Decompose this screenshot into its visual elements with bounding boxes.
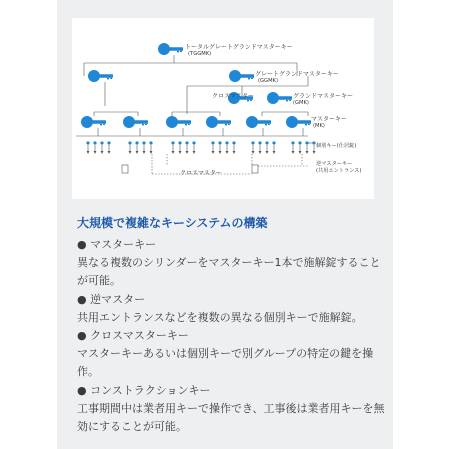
desc-construction-key: 工事期間中は業者用キーで操作でき、工事後は業者用キーを無効にすることが可能。 (77, 401, 385, 434)
individual-key-dot (178, 141, 181, 144)
tggmk-key-icon (158, 43, 183, 55)
gmk-code: (GMK) (293, 100, 309, 106)
individual-key-dot (232, 141, 235, 144)
cylinder-arrow (94, 151, 97, 154)
individual-key-dot (171, 141, 174, 144)
individual-key-dot (135, 141, 138, 144)
individual-key-dot (225, 141, 228, 144)
reverse-master-sub: (共用エントランス) (316, 168, 362, 174)
gmk-left-key-icon (88, 70, 113, 82)
cylinder-arrow (219, 151, 222, 154)
bullet-construction-key: ● コンストラクションキー (77, 383, 211, 397)
desc-cross-master: マスターキーあるいは個別キーで別グループの特定の鍵を操作。 (77, 347, 374, 379)
tggmk-code: (TGGMK) (188, 51, 212, 57)
cylinder-arrow (299, 151, 302, 154)
ggmk-label: グレートグランドマスターキー (255, 71, 339, 78)
mk-key-icon-1 (123, 116, 148, 128)
individual-key-dot (305, 141, 308, 144)
cylinder-arrow (212, 151, 215, 154)
cylinder-arrow (226, 151, 229, 154)
desc-reverse-master: 共用エントランスなどを複数の異なる個別キーで施解錠。 (77, 310, 363, 324)
lock-box-1 (252, 165, 258, 173)
individual-key-dot (86, 141, 89, 144)
bullet-master-key: ● マスターキー (77, 238, 157, 251)
description-block (77, 236, 387, 436)
cylinder-arrow (313, 151, 316, 154)
mk-key-icon-0 (81, 116, 106, 128)
cylinder-row (86, 141, 315, 173)
cylinder-arrow (101, 151, 104, 154)
individual-key-dot (185, 141, 188, 144)
mk-key-icon-2 (166, 116, 191, 128)
reverse-master-label: 逆マスターキー (316, 161, 353, 167)
individual-key-dot (258, 141, 261, 144)
individual-key-dot (265, 141, 268, 144)
cross-master-bottom-label: クロスマスター (180, 170, 222, 177)
individual-key-dot (251, 141, 254, 144)
cylinder-arrow (292, 151, 295, 154)
lock-box-0 (122, 165, 128, 173)
individual-key-dot (298, 141, 301, 144)
cylinder-arrow (233, 151, 236, 154)
individual-key-label: 個別キー(仕居錠) (316, 143, 357, 149)
individual-key-dot (272, 141, 275, 144)
cross-master-label: クロスマスター (212, 93, 254, 100)
individual-key-dot (211, 141, 214, 144)
cylinder-arrow (143, 151, 146, 154)
cylinder-arrow (136, 151, 139, 154)
bullet-reverse-master: ● 逆マスター (77, 292, 146, 306)
tggmk-label: トータルグレートグランドマスターキー (185, 44, 293, 51)
mk-label: マスターキー (311, 116, 348, 123)
cylinder-arrow (87, 151, 90, 154)
cylinder-arrow (150, 151, 153, 154)
ggmk-key-icon (229, 70, 254, 82)
gmk-label: グランドマスターキー (293, 93, 354, 100)
individual-key-dot (93, 141, 96, 144)
individual-key-dot (107, 141, 110, 144)
individual-key-dot (142, 141, 145, 144)
cylinder-arrow (129, 151, 132, 154)
cylinder-arrow (179, 151, 182, 154)
cylinder-arrow (193, 151, 196, 154)
cylinder-arrow (259, 151, 262, 154)
cylinder-arrow (266, 151, 269, 154)
ggmk-code: (GGMK) (258, 78, 278, 84)
section-heading: 大規模で複雑なキーシステムの構築 (77, 216, 268, 230)
mk-key-icon-4 (246, 116, 271, 128)
individual-key-dot (218, 141, 221, 144)
individual-key-dot (192, 141, 195, 144)
mk-code: (MK) (313, 123, 325, 129)
gmk-right-key-icon (267, 92, 292, 104)
cylinder-arrow (306, 151, 309, 154)
cylinder-arrow (252, 151, 255, 154)
key-system-diagram (72, 18, 374, 199)
individual-key-dot (128, 141, 131, 144)
desc-master-key: 異なる複数のシリンダーをマスターキー1本で施解錠することが可能。 (77, 256, 381, 288)
individual-key-dot (149, 141, 152, 144)
bullet-cross-master: ● クロスマスターキー (77, 329, 189, 343)
cylinder-arrow (172, 151, 175, 154)
cylinder-arrow (186, 151, 189, 154)
cylinder-arrow (273, 151, 276, 154)
mk-key-icon-5 (286, 116, 311, 128)
individual-key-dot (291, 141, 294, 144)
cylinder-arrow (108, 151, 111, 154)
individual-key-dot (100, 141, 103, 144)
mk-key-icon-3 (206, 116, 231, 128)
